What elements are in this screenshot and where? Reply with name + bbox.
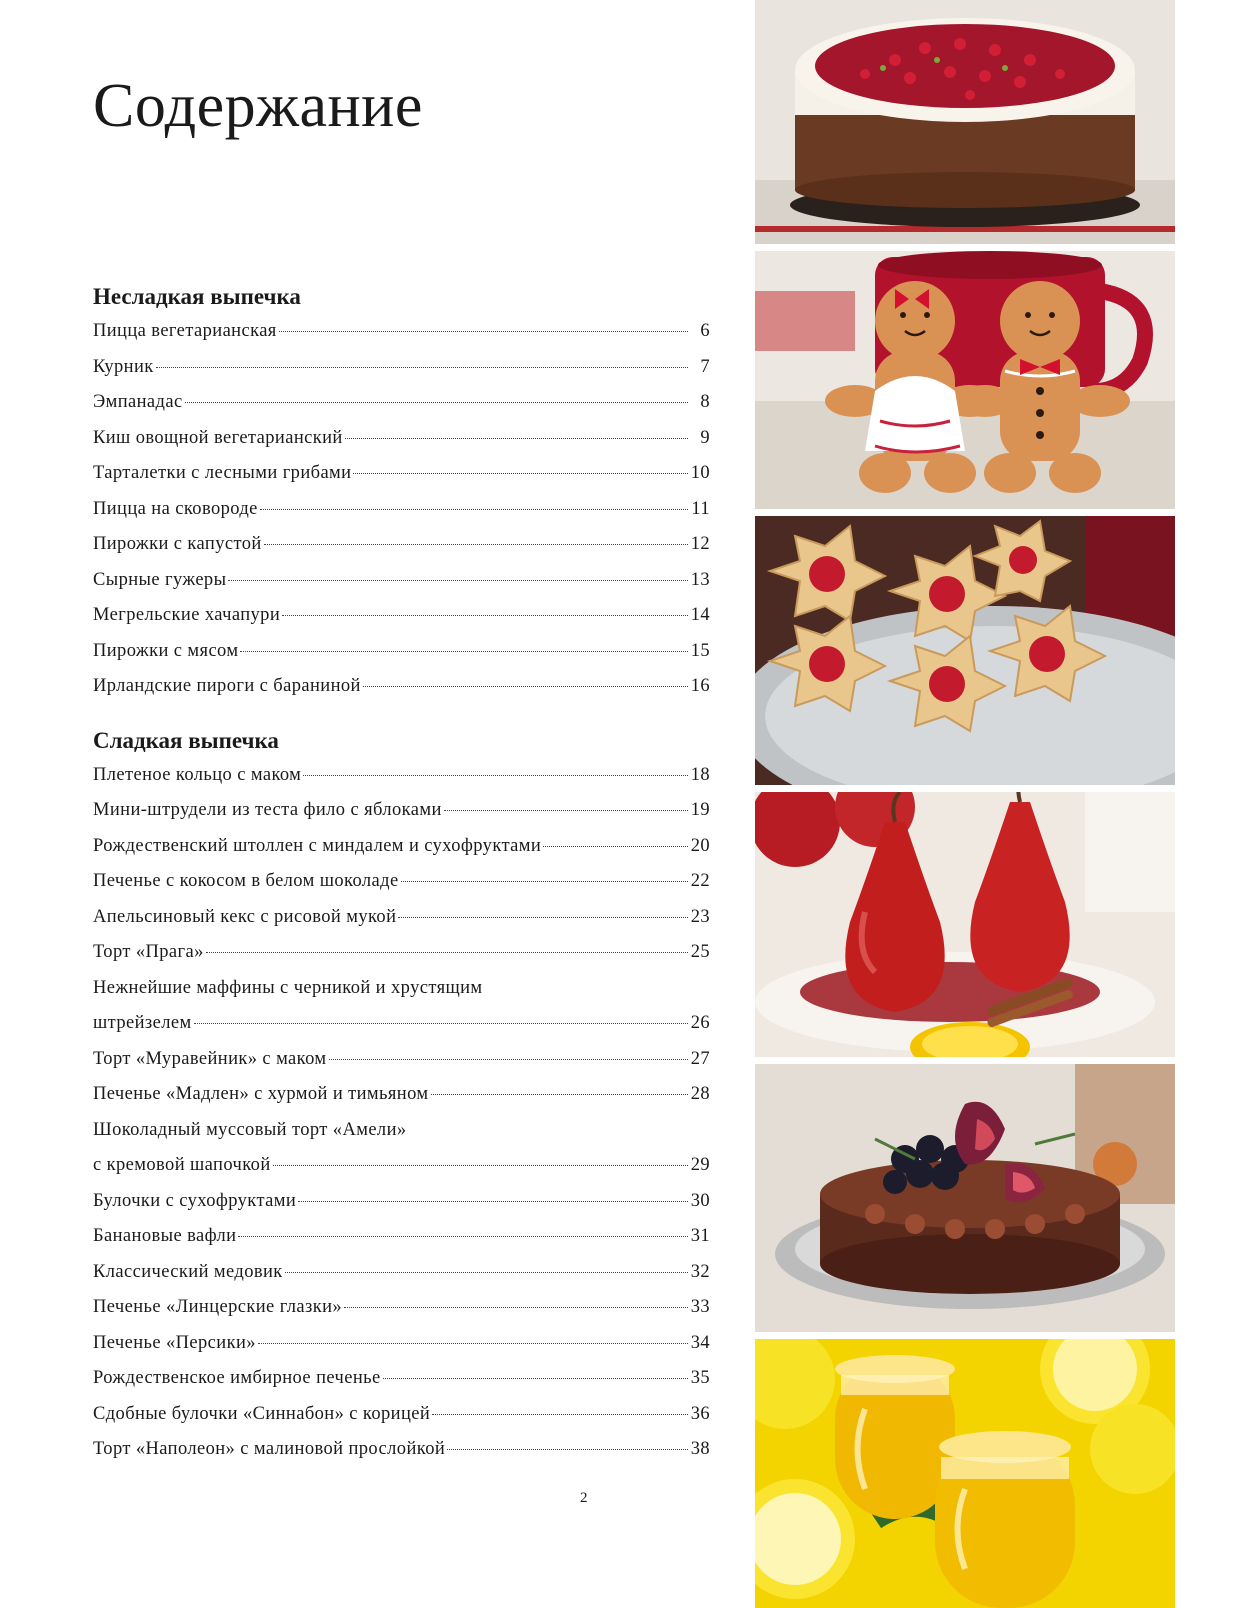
dot-leader xyxy=(432,1414,688,1415)
toc-entry[interactable] xyxy=(93,1184,710,1220)
toc-entry[interactable] xyxy=(93,634,710,670)
toc-entry[interactable] xyxy=(93,669,710,705)
cheesecake-image xyxy=(755,0,1175,244)
dot-leader xyxy=(156,367,688,368)
dot-leader xyxy=(447,1449,688,1450)
toc-entry[interactable] xyxy=(93,1077,710,1113)
entry-page: 18 xyxy=(690,764,710,785)
entry-title: Булочки с сухофруктами xyxy=(93,1190,297,1211)
entry-title: Тарталетки с лесными грибами xyxy=(93,463,352,483)
entry-page: 8 xyxy=(700,392,710,412)
entry-page: 16 xyxy=(690,676,710,696)
entry-page: 29 xyxy=(690,1155,710,1175)
dot-leader xyxy=(444,810,688,811)
dot-leader xyxy=(353,473,688,474)
toc-entry[interactable] xyxy=(93,492,710,528)
toc-entry-multiline[interactable] xyxy=(93,971,710,1042)
dot-leader xyxy=(240,651,688,652)
dot-leader xyxy=(228,580,688,581)
fig-cake-image xyxy=(755,1064,1175,1332)
dot-leader xyxy=(543,846,688,847)
dot-leader xyxy=(344,1307,688,1308)
page-title: Содержание xyxy=(93,72,423,140)
toc-entry[interactable] xyxy=(93,314,710,350)
entry-title: Мини-штрудели из теста фило с яблоками xyxy=(93,800,442,820)
entry-page: 12 xyxy=(690,534,710,554)
dot-leader xyxy=(303,775,688,776)
toc-entry[interactable] xyxy=(93,456,710,492)
dot-leader xyxy=(258,1343,688,1344)
section-title-savory: Несладкая выпечка xyxy=(93,284,301,309)
dot-leader xyxy=(329,1059,688,1060)
toc-entry[interactable] xyxy=(93,1397,710,1433)
entry-title: Печенье «Персики» xyxy=(93,1332,256,1353)
toc-entry[interactable] xyxy=(93,1042,710,1078)
dot-leader xyxy=(273,1165,688,1166)
entry-page: 19 xyxy=(690,800,710,820)
entry-page: 26 xyxy=(690,1013,710,1033)
entry-title: Сырные гужеры xyxy=(93,569,227,590)
toc-entry[interactable] xyxy=(93,1326,710,1362)
entry-page: 28 xyxy=(690,1084,710,1104)
entry-title-line1: Нежнейшие маффины с черникой и хрустящим xyxy=(93,977,483,998)
entry-page: 23 xyxy=(690,906,710,927)
entry-page: 38 xyxy=(690,1439,710,1459)
linzer-cookies-image xyxy=(755,516,1175,785)
dot-leader xyxy=(264,544,688,545)
entry-page: 7 xyxy=(700,356,710,377)
toc-entry[interactable] xyxy=(93,829,710,865)
toc-list-savory xyxy=(93,314,710,705)
toc-entry[interactable] xyxy=(93,385,710,421)
dot-leader xyxy=(260,509,688,510)
toc-entry[interactable] xyxy=(93,1219,710,1255)
entry-page: 30 xyxy=(690,1190,710,1211)
dot-leader xyxy=(398,917,688,918)
toc-entry[interactable] xyxy=(93,758,710,794)
photo-pomegranate-cheesecake xyxy=(755,0,1175,244)
entry-page: 25 xyxy=(690,942,710,962)
toc-entry[interactable] xyxy=(93,563,710,599)
photo-poached-pears xyxy=(755,792,1175,1057)
dot-leader xyxy=(431,1094,689,1095)
dot-leader xyxy=(345,438,688,439)
dot-leader xyxy=(238,1236,688,1237)
entry-title: Сдобные булочки «Синнабон» с корицей xyxy=(93,1403,431,1424)
entry-title: Апельсиновый кекс с рисовой мукой xyxy=(93,906,397,927)
entry-title: Торт «Наполеон» с малиновой прослойкой xyxy=(93,1439,446,1459)
entry-page: 36 xyxy=(690,1403,710,1424)
toc-entry[interactable] xyxy=(93,900,710,936)
dot-leader xyxy=(298,1201,688,1202)
photo-chocolate-fig-cake xyxy=(755,1064,1175,1332)
toc-entry-multiline[interactable] xyxy=(93,1113,710,1184)
toc-entry[interactable] xyxy=(93,421,710,457)
entry-title: Пирожки с мясом xyxy=(93,640,239,661)
dot-leader xyxy=(383,1378,688,1379)
toc-entry[interactable] xyxy=(93,864,710,900)
toc-entry[interactable] xyxy=(93,793,710,829)
dot-leader xyxy=(401,881,688,882)
entry-title: Печенье с кокосом в белом шоколаде xyxy=(93,871,399,891)
photo-lemon-curd-jars xyxy=(755,1339,1175,1608)
dot-leader xyxy=(279,331,688,332)
entry-title: Рождественское имбирное печенье xyxy=(93,1368,381,1388)
entry-page: 6 xyxy=(700,321,710,341)
entry-page: 34 xyxy=(690,1332,710,1353)
pears-image xyxy=(755,792,1175,1057)
toc-entry[interactable] xyxy=(93,1290,710,1326)
dot-leader xyxy=(194,1023,688,1024)
toc-entry[interactable] xyxy=(93,935,710,971)
dot-leader xyxy=(285,1272,688,1273)
entry-title: Курник xyxy=(93,356,154,377)
entry-page: 9 xyxy=(700,427,710,448)
table-of-contents xyxy=(93,280,710,1468)
entry-title: Пирожки с капустой xyxy=(93,534,262,554)
entry-page: 11 xyxy=(691,498,710,519)
entry-title: Эмпанадас xyxy=(93,392,183,412)
entry-title: Мегрельские хачапури xyxy=(93,605,281,625)
toc-entry[interactable] xyxy=(93,1432,710,1468)
section-title-sweet: Сладкая выпечка xyxy=(93,727,279,753)
photo-linzer-star-cookies xyxy=(755,516,1175,785)
entry-title: штрейзелем xyxy=(93,1013,192,1033)
dot-leader xyxy=(206,952,688,953)
dot-leader xyxy=(363,686,688,687)
toc-list-sweet xyxy=(93,758,710,1468)
entry-page: 15 xyxy=(690,640,710,661)
toc-entry[interactable] xyxy=(93,350,710,386)
entry-title: Плетеное кольцо с маком xyxy=(93,764,302,785)
entry-title: Киш овощной вегетарианский xyxy=(93,427,343,448)
entry-page: 32 xyxy=(690,1261,710,1282)
entry-title: Пицца вегетарианская xyxy=(93,321,277,341)
entry-page: 14 xyxy=(690,605,710,625)
photo-gingerbread-cookies xyxy=(755,251,1175,509)
page-number: 2 xyxy=(580,1490,588,1506)
entry-title: Классический медовик xyxy=(93,1261,283,1282)
photo-strip xyxy=(755,0,1175,1608)
entry-page: 31 xyxy=(690,1226,710,1246)
gingerbread-image xyxy=(755,251,1175,509)
lemon-curd-image xyxy=(755,1339,1175,1608)
dot-leader xyxy=(282,615,688,616)
entry-page: 13 xyxy=(690,569,710,590)
entry-title-line1: Шоколадный муссовый торт «Амели» xyxy=(93,1119,407,1140)
toc-entry[interactable] xyxy=(93,1255,710,1291)
entry-title: Печенье «Мадлен» с хурмой и тимьяном xyxy=(93,1084,429,1104)
dot-leader xyxy=(185,402,688,403)
entry-page: 27 xyxy=(690,1048,710,1069)
entry-title: Пицца на сковороде xyxy=(93,498,258,519)
entry-page: 20 xyxy=(690,835,710,856)
entry-title: с кремовой шапочкой xyxy=(93,1155,271,1175)
toc-entry[interactable] xyxy=(93,527,710,563)
toc-entry[interactable] xyxy=(93,1361,710,1397)
entry-title: Торт «Прага» xyxy=(93,942,204,962)
entry-page: 22 xyxy=(690,871,710,891)
entry-page: 33 xyxy=(690,1297,710,1317)
entry-title: Банановые вафли xyxy=(93,1226,237,1246)
entry-page: 35 xyxy=(690,1368,710,1388)
entry-title: Рождественский штоллен с миндалем и сухофруктами xyxy=(93,835,542,856)
entry-title: Ирландские пироги с бараниной xyxy=(93,676,361,696)
entry-title: Печенье «Линцерские глазки» xyxy=(93,1297,343,1317)
entry-title: Торт «Муравейник» с маком xyxy=(93,1048,327,1069)
toc-entry[interactable] xyxy=(93,598,710,634)
entry-page: 10 xyxy=(690,463,710,483)
